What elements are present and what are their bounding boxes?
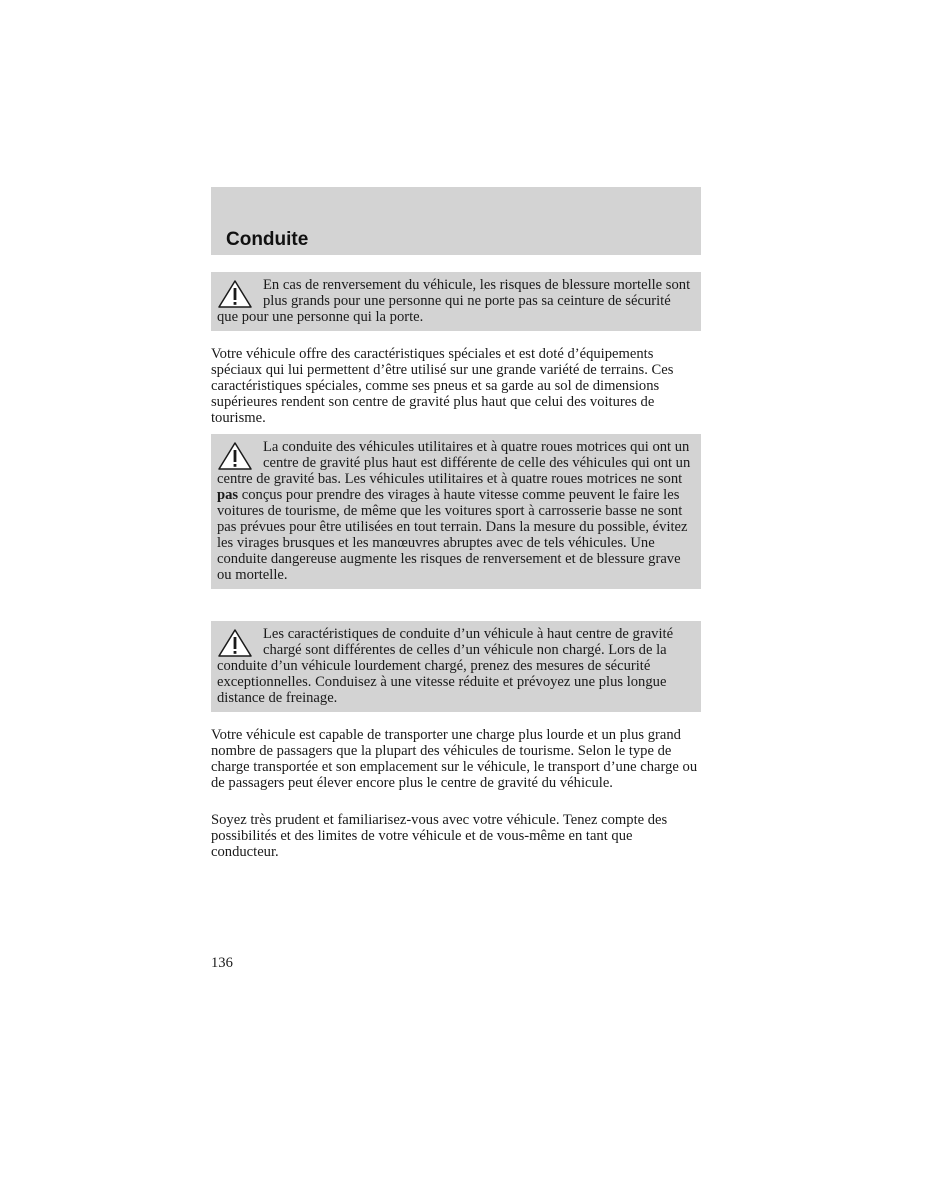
warning-text-part: conçus pour prendre des virages à haute vitesse comme peuvent le faire les voitures de tourisme, de même que les voitures sport à carrosserie basse ne sont pas prévues pour être utilisées en tout terrain. Dans la mesure du possible, évitez les virages brusques et les manœuvres abruptes avec de tels véhicules. Une conduite dangereuse augmente les risques de renversement et de blessure grave ou mortelle. xyxy=(217,487,688,583)
page-number: 136 xyxy=(211,955,233,971)
body-paragraph-load: Votre véhicule est capable de transporter une charge plus lourde et un plus grand nombre de passagers que la plupart des véhicules de tourisme. Selon le type de charge transportée et son emplacement sur le véhicule, le transport d’une charge ou de passagers peut élever encore plus le centre de gravité du véhicule. xyxy=(211,727,698,791)
warning-box-loaded-vehicle xyxy=(211,621,701,712)
warning-triangle-icon xyxy=(217,628,253,658)
warning-box-center-of-gravity xyxy=(211,434,701,589)
warning-box-rollover-seatbelt xyxy=(211,272,701,331)
warning-triangle-icon xyxy=(217,441,253,471)
body-paragraph-terrain: Votre véhicule offre des caractéristiques spéciales et est doté d’équipements spéciaux qui lui permettent d’être utilisé sur une grande variété de terrains. Ces caractéristiques spéciales, comme ses pneus et sa garde au sol de dimensions supérieures rendent son centre de gravité plus haut que celui des voitures de tourisme. xyxy=(211,346,674,426)
warning-text: En cas de renversement du véhicule, les risques de blessure mortelle sont plus grands pour une personne qui ne porte pas sa ceinture de sécurité que pour une personne qui la porte. xyxy=(217,277,691,325)
section-title: Conduite xyxy=(226,229,309,250)
warning-triangle-icon xyxy=(217,279,253,309)
warning-text-part: La conduite des véhicules utilitaires et à quatre roues motrices qui ont un centre de gravité plus haut est différente de celle des véhicules qui ont un centre de gravité bas. Les véhicules utilitaires et à quatre roues motrices ne sont xyxy=(217,439,691,487)
body-paragraph-caution: Soyez très prudent et familiarisez-vous avec votre véhicule. Tenez compte des possibilités et des limites de votre véhicule et de vous-même en tant que conducteur. xyxy=(211,812,668,860)
section-header-band xyxy=(211,187,701,255)
warning-text xyxy=(217,439,693,583)
warning-emphasis: pas xyxy=(217,487,239,503)
warning-text: Les caractéristiques de conduite d’un véhicule à haut centre de gravité chargé sont différentes de celles d’un véhicule non chargé. Lors de la conduite d’un véhicule lourdement chargé, prenez des mesures de sécurité exceptionnelles. Conduisez à une vitesse réduite et prévoyez une plus longue distance de freinage. xyxy=(217,626,674,706)
